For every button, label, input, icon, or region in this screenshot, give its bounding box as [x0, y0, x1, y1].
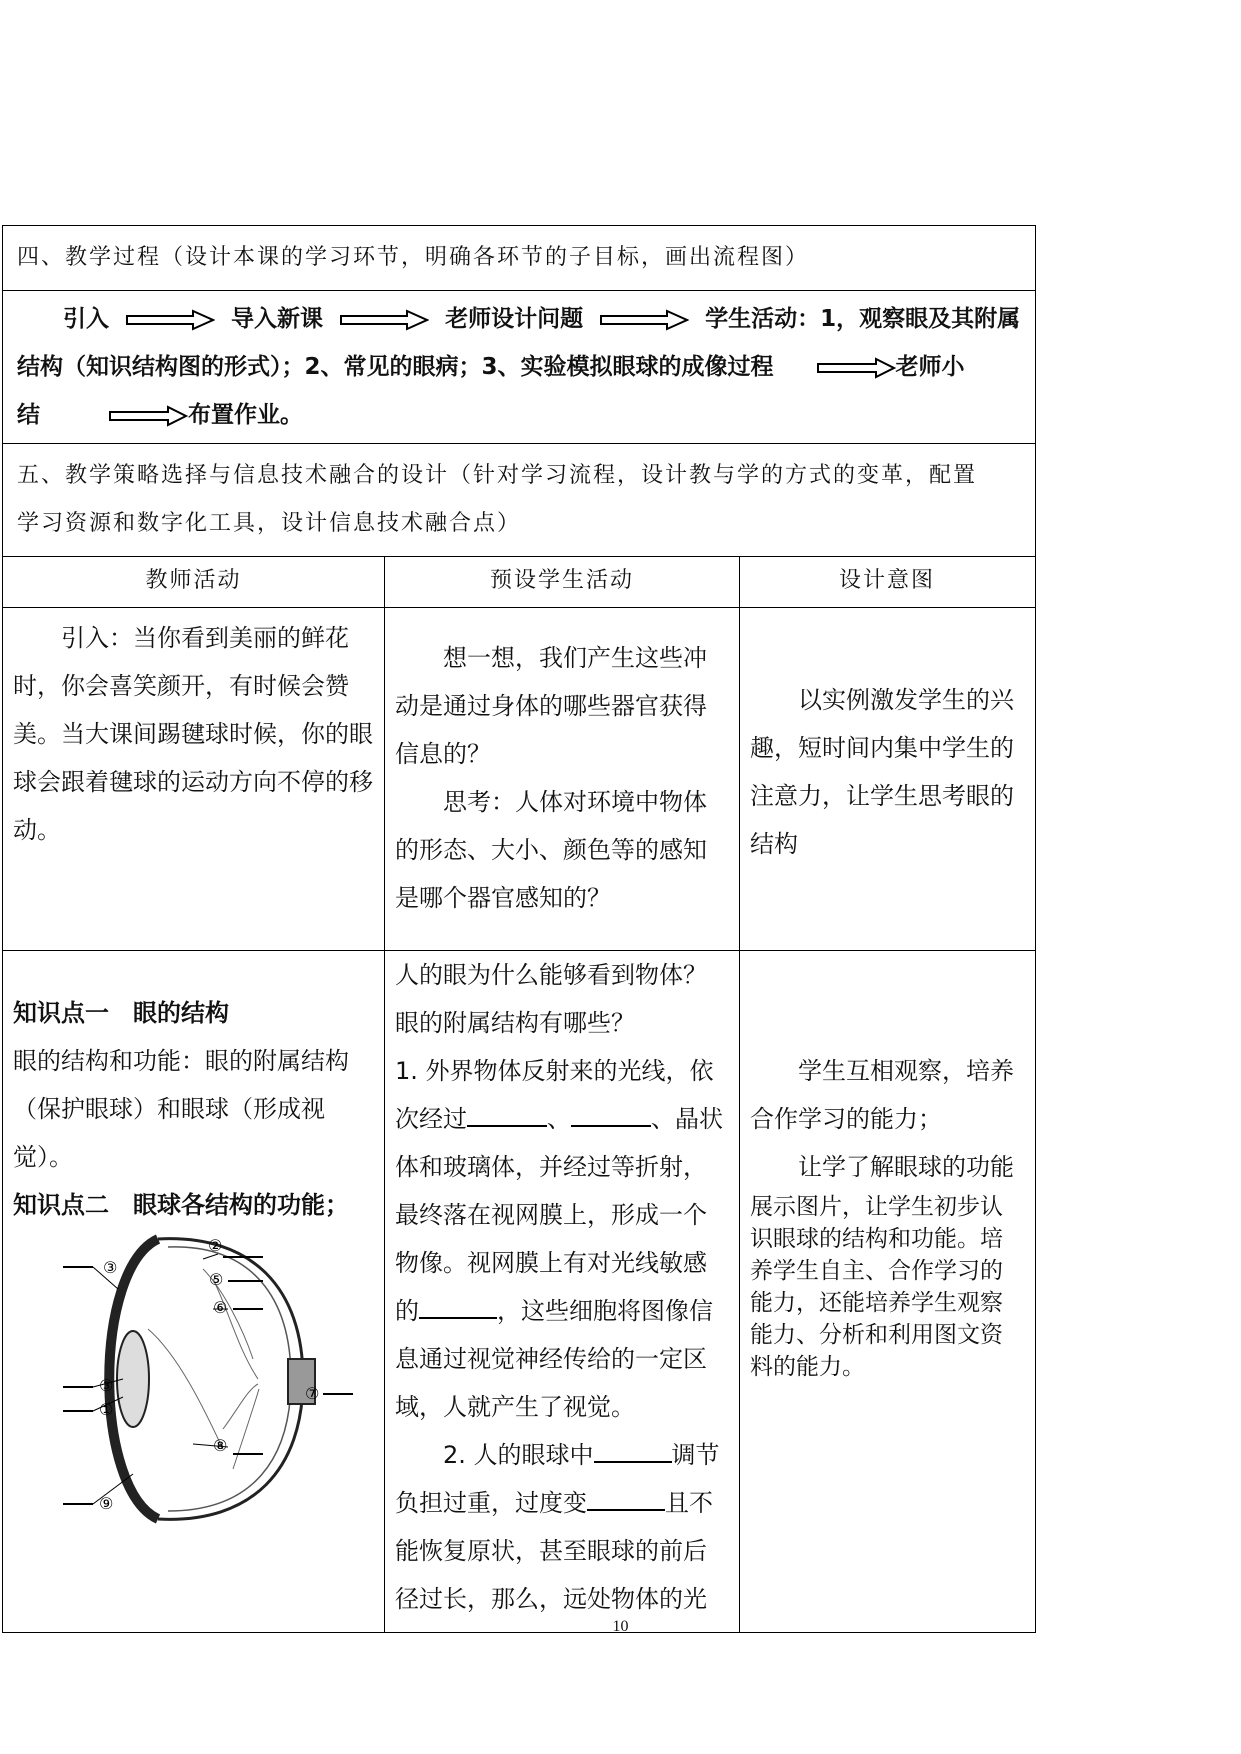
fill-text: 、: [547, 1105, 571, 1133]
header-design-intent: 设计意图: [838, 568, 935, 593]
eyeball-diagram: [53, 1229, 373, 1539]
flow-step-student-activity: 学生活动：1，观察眼及其附属: [705, 306, 1021, 332]
flow-step-homework: 布置作业。: [188, 402, 304, 428]
student-activity-knowledge: [385, 951, 740, 1632]
student-fill-blank-2: [395, 1431, 729, 1623]
diagram-label-3b: ③: [99, 1376, 114, 1395]
flow-step-new-lesson: 导入新课: [231, 306, 324, 332]
teaching-flow: [2, 291, 1036, 444]
student-fill-blank-1: [395, 1047, 729, 1431]
diagram-label-7: ⑦: [305, 1384, 320, 1403]
flow-arrow-icon: [816, 357, 896, 379]
section5-heading-line1: 五、教学策略选择与信息技术融合的设计（针对学习流程，设计教与学的方式的变革，配置: [17, 463, 978, 488]
answer-blank[interactable]: [587, 1483, 665, 1511]
table-row: [2, 608, 1036, 951]
diagram-label-2: ②: [208, 1236, 223, 1255]
section5-heading: [2, 444, 1036, 557]
knowledge-point-1-title: 知识点一 眼的结构: [13, 999, 229, 1027]
flow-step-intro: 引入: [63, 306, 109, 332]
fill-text: 且不能恢复原状，甚至眼球的前后径过长，那么，远处物体的光: [395, 1489, 713, 1613]
answer-blank[interactable]: [467, 1099, 547, 1127]
fill-text: 2. 人的眼球中: [443, 1441, 594, 1469]
flow-step-teacher-question: 老师设计问题: [445, 306, 584, 332]
lesson-plan-document: [2, 225, 1036, 1633]
intent-knowledge-p2: 让学了解眼球的功能: [798, 1153, 1014, 1181]
flow-arrow-icon: [339, 309, 429, 331]
fill-text: 、晶: [651, 1105, 699, 1133]
diagram-label-9: ⑨: [99, 1494, 114, 1513]
flow-step-summary: 老师小: [895, 354, 965, 380]
intent-intro-text: 以实例激发学生的兴趣，短时间内集中学生的注意力，让学生思考眼的结构: [750, 686, 1014, 858]
intent-knowledge: [740, 951, 1034, 1632]
flow-arrow-icon: [125, 309, 215, 331]
diagram-label-5: ⑤: [209, 1270, 224, 1289]
section4-heading: 四、教学过程（设计本课的学习环节，明确各环节的子目标，画出流程图）: [2, 225, 1036, 291]
fill-text: 1. 外界物体反射来的光线，依次经过: [395, 1057, 714, 1133]
student-activity-intro: [385, 608, 740, 950]
header-student-activity: 预设学生活动: [385, 557, 740, 607]
answer-blank[interactable]: [571, 1099, 651, 1127]
student-question-1: 人的眼为什么能够看到物体？: [395, 961, 707, 989]
intent-knowledge-p3: 展示图片，让学生初步认识眼球的结构和功能。培养学生自主、合作学习的能力，还能培养学生观察能力、分析和利用图文资料的能力。: [750, 1194, 1003, 1380]
diagram-label-1: ①: [99, 1400, 114, 1419]
table-row: [2, 951, 1036, 1633]
flow-arrow-icon: [108, 405, 188, 427]
flow-step-summary-cont: 结: [17, 402, 40, 428]
knowledge-point-1-text: 眼的结构和功能：眼的附属结构（保护眼球）和眼球（形成视觉）。: [13, 1047, 349, 1171]
diagram-label-8: ⑧: [213, 1436, 228, 1455]
header-teacher-activity: 教师活动: [3, 557, 385, 607]
teacher-activity-knowledge: [3, 951, 385, 1632]
answer-blank[interactable]: [594, 1435, 672, 1463]
teacher-activity-intro: 引入：当你看到美丽的鲜花时，你会喜笑颜开，有时候会赞美。当大课间踢毽球时候，你的眼球会跟着毽球的运动方向不停的移动。: [3, 608, 385, 950]
intent-intro: [740, 608, 1034, 950]
diagram-label-6: ⑥: [213, 1298, 228, 1317]
flow-arrow-icon: [599, 309, 689, 331]
table-header-row: [2, 557, 1036, 608]
section5-heading-line2: 学习资源和数字化工具，设计信息技术融合点）: [17, 511, 522, 536]
student-prompt-reflect: 思考：人体对环境中物体的形态、大小、颜色等的感知是哪个器官感知的？: [395, 788, 707, 912]
fill-text: 调节负担过重，过度变: [395, 1441, 720, 1517]
student-prompt-think: 想一想，我们产生这些冲动是通过身体的哪些器官获得信息的？: [395, 644, 707, 768]
intent-knowledge-p1: 学生互相观察，培养合作学习的能力；: [750, 1057, 1014, 1133]
answer-blank[interactable]: [419, 1291, 497, 1319]
diagram-label-3: ③: [103, 1258, 118, 1277]
fill-text: 状体和玻璃体，并经过等折射，最终落在视网膜上，形成一个物像。视网膜上有对光线敏感的: [395, 1105, 723, 1325]
knowledge-point-2-title: 知识点二 眼球各结构的功能；: [13, 1191, 349, 1219]
fill-text: ，这些细胞将图像信息通过视觉神经传给的一定区域，人就产生了视觉。: [395, 1297, 713, 1421]
student-question-2: 眼的附属结构有哪些？: [395, 1009, 635, 1037]
page-number: 10: [612, 1618, 629, 1635]
flow-step-student-activity-cont: 结构（知识结构图的形式）；2、常见的眼病；3、实验模拟眼球的成像过程: [17, 354, 774, 380]
